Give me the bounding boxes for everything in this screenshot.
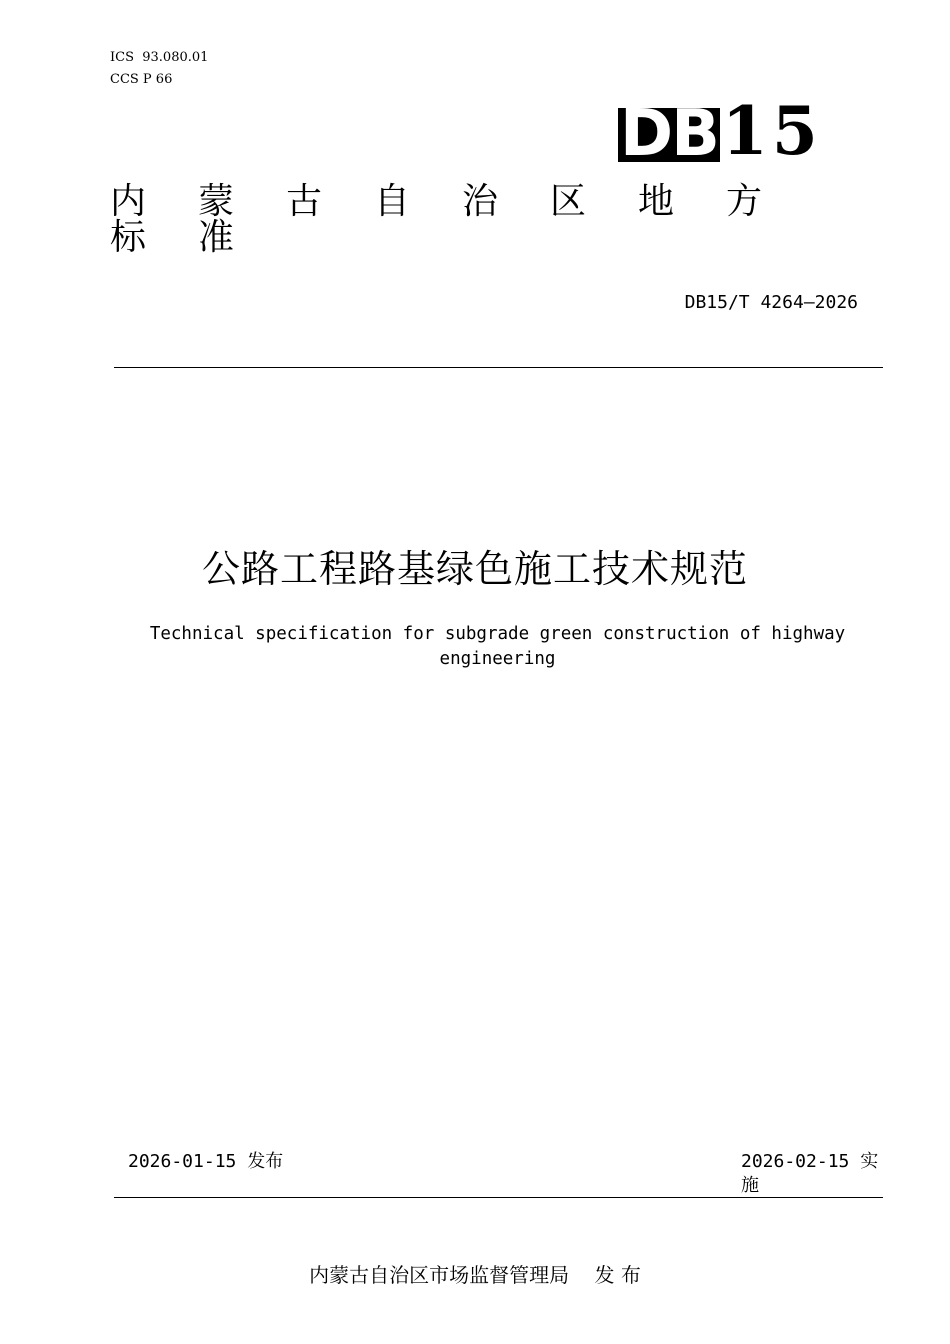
logo-db-text: DB [620,108,718,162]
standard-type: 内蒙古自治区地方标准 [110,181,815,258]
implementation-date: 2026-02-15 实施 [741,1151,879,1196]
issue-date: 2026-01-15 发布 [128,1151,284,1172]
logo-region-number: 15 [721,92,822,170]
standard-number: DB15/T 4264—2026 [684,292,858,313]
english-title: Technical specification for subgrade green construction of highway engineering [149,624,846,669]
ics-code: ICS 93.080.01 [110,50,209,65]
logo-db-mark [618,108,720,162]
top-divider [114,367,883,368]
bottom-divider [114,1197,883,1198]
standard-logo [618,92,822,170]
publisher: 内蒙古自治区市场监督管理局 发 布 [309,1263,641,1287]
ccs-code: CCS P 66 [110,72,173,87]
page-title: 公路工程路基绿色施工技术规范 [201,547,748,591]
